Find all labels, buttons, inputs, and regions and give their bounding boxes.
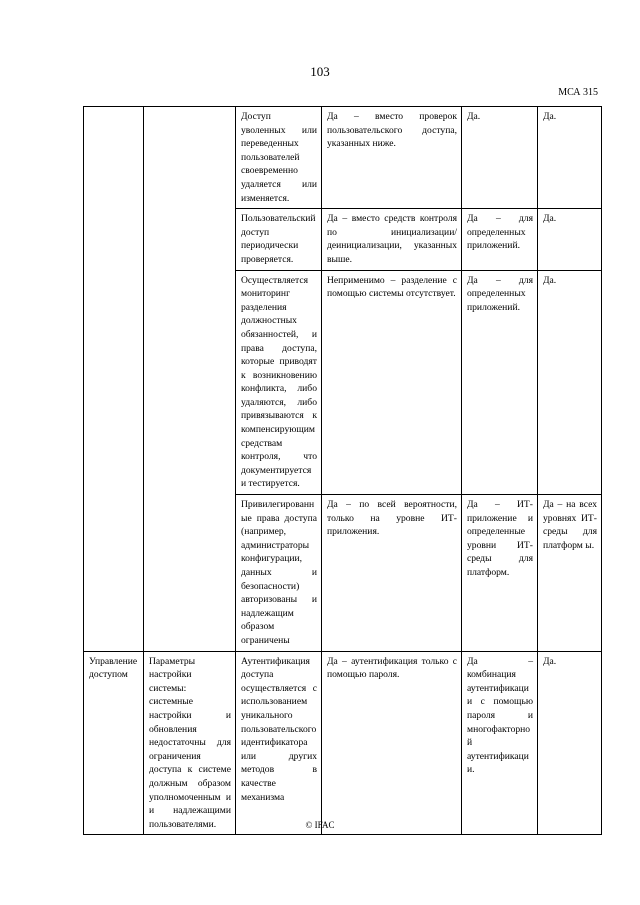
control-description-cell: Осуществляется мониторинг разделения должностных обязанностей, и права доступа, которые приводят к возникновению конфликта, либо удаляются, либо привязываются к компенсирующим средствам контроля, что документируется и тестируется.: [236, 270, 322, 495]
applicability-cell: Да – вместо средств контроля по инициализации/деинициализации, указанных выше.: [322, 209, 462, 270]
applicability-cell: Неприменимо – разделение с помощью системы отсутствует.: [322, 270, 462, 495]
footer-copyright: © IFAC: [305, 820, 335, 830]
table-row: [84, 651, 602, 835]
controls-table: [83, 106, 602, 835]
applicability-cell: Да – комбинация аутентификации с помощью пароля и многофакторной аутентификации.: [462, 651, 538, 835]
control-description-cell: Привилегированные права доступа (например, администраторы конфигурации, данных и безопасности) авторизованы и надлежащим образом ограничены: [236, 495, 322, 652]
applicability-cell: Да.: [538, 209, 602, 270]
page-number: 103: [310, 64, 330, 79]
process-category-cell: Управление доступом: [84, 651, 144, 835]
applicability-cell: Да.: [462, 107, 538, 209]
control-description-cell: Пользовательский доступ периодически проверяется.: [236, 209, 322, 270]
applicability-cell: Да – аутентификация только с помощью пароля.: [322, 651, 462, 835]
control-description-cell: Аутентификация доступа осуществляется с использованием уникального пользовательского идентификатора или других методов в качестве механизма: [236, 651, 322, 835]
table-row: [84, 107, 602, 209]
applicability-cell: Да – ИТ-приложение и определенные уровни ИТ-среды для платформ.: [462, 495, 538, 652]
applicability-cell: Да – вместо проверок пользовательского доступа, указанных ниже.: [322, 107, 462, 209]
applicability-cell: Да.: [538, 651, 602, 835]
empty-cell: [84, 107, 144, 652]
empty-cell: [144, 107, 236, 652]
risk-description-cell: Параметры настройки системы: системные настройки и обновления недостаточны для ограничения доступа к системе должным образом уполномоченным и и надлежащими пользователями.: [144, 651, 236, 835]
document-code: МСА 315: [558, 87, 598, 98]
control-description-cell: Доступ уволенных или переведенных пользователей своевременно удаляется или изменяется.: [236, 107, 322, 209]
applicability-cell: Да – на всех уровнях ИТ-среды для платформ ы.: [538, 495, 602, 652]
applicability-cell: Да.: [538, 107, 602, 209]
applicability-cell: Да – по всей вероятности, только на уровне ИТ-приложения.: [322, 495, 462, 652]
applicability-cell: Да – для определенных приложений.: [462, 270, 538, 495]
applicability-cell: Да – для определенных приложений.: [462, 209, 538, 270]
applicability-cell: Да.: [538, 270, 602, 495]
